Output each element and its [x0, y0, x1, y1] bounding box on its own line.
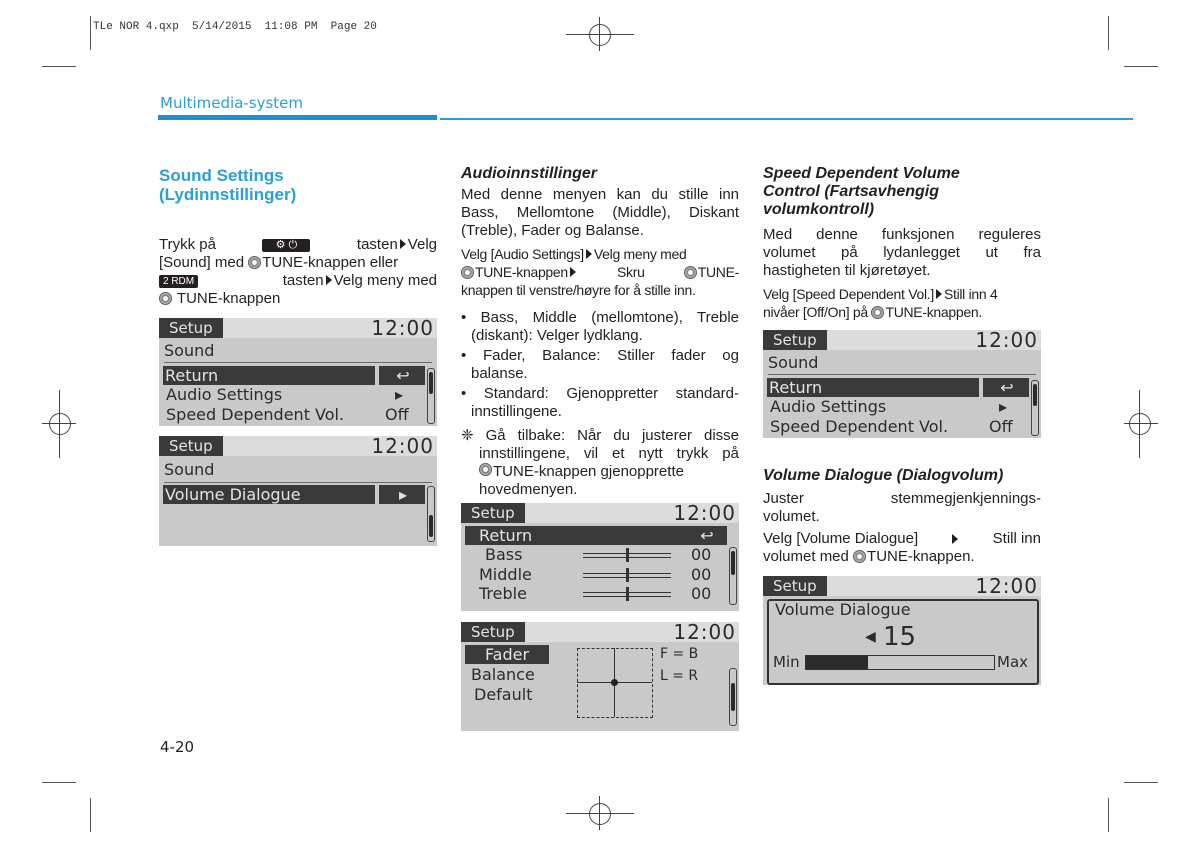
scrollbar	[427, 368, 435, 424]
lcd-screen-volume-dialogue-menu	[159, 436, 437, 546]
screen-tag: Setup	[159, 318, 223, 338]
crop-mark	[90, 798, 91, 832]
arrow-icon	[952, 534, 958, 544]
arrow-icon	[936, 289, 942, 299]
screen-tag: Setup	[461, 622, 525, 642]
screen-clock: 12:00	[371, 318, 434, 340]
arrow-right-icon: ▸	[379, 485, 425, 504]
return-icon: ↩	[685, 526, 727, 545]
arrow-right-icon: ▸	[999, 397, 1008, 416]
crop-mark	[90, 16, 91, 50]
arrow-icon	[586, 249, 592, 259]
screen-clock: 12:00	[673, 622, 736, 644]
scrollbar	[729, 547, 737, 605]
crop-mark	[1108, 798, 1109, 832]
page-number: 4-20	[160, 738, 195, 756]
screen-tag: Setup	[763, 576, 827, 596]
crop-mark	[1124, 66, 1158, 67]
lcd-screen-sound-menu-2	[763, 330, 1041, 438]
screen-title: Volume Dialogue	[775, 600, 911, 619]
tune-knob-icon	[684, 266, 697, 279]
speaker-icon: ◀	[865, 629, 876, 645]
fader-position-dot	[611, 679, 618, 686]
menu-item-return: Return	[767, 378, 979, 397]
setup-key-icon: ⚙ ⏻	[262, 239, 310, 252]
arrow-icon	[570, 267, 576, 277]
tune-knob-icon	[871, 306, 884, 319]
value-bass: 00	[691, 545, 712, 564]
section-rule-thin	[440, 118, 1133, 120]
tune-knob-icon	[159, 292, 172, 305]
col1-paragraph: Trykk på ⚙ ⏻ tasten Velg [Sound] med TUNE-knappen eller 2 RDM tasten Velg meny med TUNE-knappen	[159, 236, 437, 307]
screen-clock: 12:00	[673, 503, 736, 525]
heading-volume-dialogue: Volume Dialogue (Dialogvolum)	[763, 467, 1004, 484]
crop-mark	[1108, 16, 1109, 50]
scrollbar	[427, 486, 435, 542]
label-middle: Middle	[479, 565, 532, 584]
menu-item-return: Return	[163, 366, 375, 385]
screen-title: Sound	[164, 341, 215, 360]
volume-level-bar	[805, 655, 995, 670]
return-icon: ↩	[379, 366, 425, 385]
lcd-screen-sound-menu	[159, 318, 437, 426]
lcd-screen-fader-balance	[461, 622, 739, 731]
menu-item-audio-settings: Audio Settings	[166, 385, 283, 404]
lcd-screen-audio-eq	[461, 503, 739, 611]
print-header: TLe NOR 4.qxp 5/14/2015 11:08 PM Page 20	[93, 21, 377, 33]
heading-audioinnstillinger: Audioinnstillinger	[461, 165, 597, 182]
label-treble: Treble	[479, 584, 527, 603]
screen-clock: 12:00	[975, 330, 1038, 352]
tune-knob-icon	[461, 266, 474, 279]
section-rule	[158, 115, 437, 120]
crop-mark	[42, 782, 76, 783]
col2-bullets: • Bass, Middle (mellomtone), Treble (diskant): Velger lydklang. • Fader, Balance: Stiller fader og balanse. • Standard: Gjenoppretter standard- innstillingene. ❈ Gå tilbake: Når du justerer disse innstillingene, vil et nytt trykk på TUNE-knappen gjenopprette hovedmenyen.	[461, 309, 739, 498]
value-off: Off	[385, 405, 409, 424]
label-bass: Bass	[485, 545, 523, 564]
col3-instructions: Velg [Speed Dependent Vol.] Still inn 4 nivåer [Off/On] på TUNE-knappen.	[763, 286, 998, 320]
label-min: Min	[773, 653, 800, 671]
col3-volume-text: Juster stemmegjenkjennings- volumet. Velg [Volume Dialogue] Still inn volumet med TUNE-knappen.	[763, 490, 1041, 565]
menu-item-speed-vol: Speed Dependent Vol.	[770, 417, 949, 436]
tune-knob-icon	[853, 550, 866, 563]
col2-intro: Med denne menyen kan du stille inn Bass, Mellomtone (Middle), Diskant (Treble), Fader og Balanse.	[461, 186, 739, 239]
section-title: Multimedia-system	[160, 94, 304, 112]
crop-mark	[1124, 782, 1158, 783]
screen-tag: Setup	[461, 503, 525, 523]
crop-mark	[42, 66, 76, 67]
scrollbar	[729, 668, 737, 726]
arrow-icon	[400, 239, 406, 249]
volume-value: 15	[883, 622, 917, 652]
heading-sound-settings: Sound Settings (Lydinnstillinger)	[159, 166, 297, 204]
screen-clock: 12:00	[371, 436, 434, 458]
value-middle: 00	[691, 565, 712, 584]
menu-item-speed-vol: Speed Dependent Vol.	[166, 405, 345, 424]
return-icon: ↩	[983, 378, 1029, 397]
heading-speed-dependent-volume: Speed Dependent Volume Control (Fartsavhengig volumkontroll)	[763, 165, 960, 218]
lcd-screen-volume-dialogue	[763, 576, 1041, 685]
menu-item-default: Default	[474, 685, 533, 704]
volume-level-fill	[806, 656, 868, 669]
screen-title: Sound	[164, 460, 215, 479]
value-lr: L = R	[660, 668, 699, 684]
menu-item-audio-settings: Audio Settings	[770, 397, 887, 416]
screen-clock: 12:00	[975, 576, 1038, 598]
tune-knob-icon	[479, 463, 492, 476]
arrow-icon	[326, 275, 332, 285]
value-off: Off	[989, 417, 1013, 436]
scrollbar	[1031, 380, 1039, 436]
arrow-right-icon: ▸	[395, 385, 404, 404]
menu-item-balance: Balance	[471, 665, 535, 684]
value-fb: F = B	[660, 646, 699, 662]
label-max: Max	[997, 653, 1029, 671]
menu-item-volume-dialogue: Volume Dialogue	[163, 485, 375, 504]
menu-item-fader: Fader	[465, 645, 549, 664]
tune-knob-icon	[248, 256, 261, 269]
screen-title: Sound	[768, 353, 819, 372]
col3-intro: Med denne funksjonen reguleres volumet på lydanlegget ut fra hastigheten til kjøretøyet.	[763, 226, 1041, 279]
col2-instructions: Velg [Audio Settings] Velg meny med TUNE-knappen Skru TUNE- knappen til venstre/høyre for å stille inn.	[461, 246, 739, 298]
menu-item-return: Return	[465, 526, 687, 545]
2rdm-key-icon: 2 RDM	[159, 275, 198, 288]
screen-tag: Setup	[159, 436, 223, 456]
screen-tag: Setup	[763, 330, 827, 350]
value-treble: 00	[691, 584, 712, 603]
